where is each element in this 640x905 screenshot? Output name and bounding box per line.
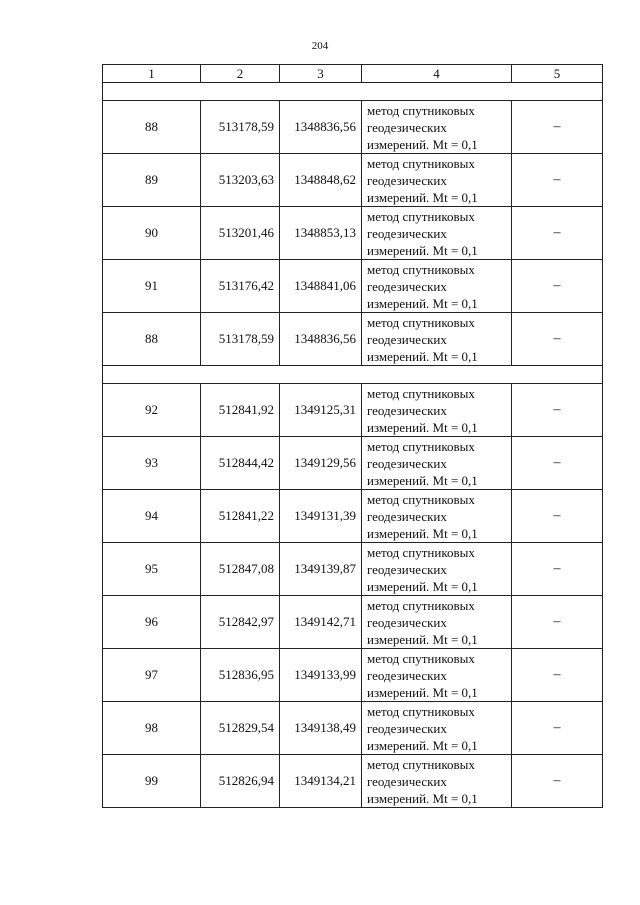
note-cell: – <box>512 543 603 596</box>
note-cell: – <box>512 702 603 755</box>
method-line: геодезических <box>367 614 447 630</box>
method-line: метод спутниковых <box>367 756 475 772</box>
method-cell <box>362 154 512 207</box>
table-body <box>103 83 603 808</box>
point-number-cell: 97 <box>103 649 201 702</box>
method-line: метод спутниковых <box>367 650 475 666</box>
note-cell: – <box>512 101 603 154</box>
group-separator-row <box>103 83 603 101</box>
method-line: метод спутниковых <box>367 314 475 330</box>
x-coordinate-cell: 512842,97 <box>201 596 280 649</box>
method-line: измерений. Mt = 0,1 <box>367 578 478 594</box>
group-separator-cell <box>103 83 603 101</box>
point-number-cell: 93 <box>103 437 201 490</box>
x-coordinate-cell: 513203,63 <box>201 154 280 207</box>
table-row <box>103 384 603 437</box>
group-separator-row <box>103 366 603 384</box>
method-line: измерений. Mt = 0,1 <box>367 242 478 258</box>
method-cell <box>362 490 512 543</box>
table-row <box>103 649 603 702</box>
method-cell <box>362 101 512 154</box>
note-cell: – <box>512 260 603 313</box>
method-cell <box>362 755 512 808</box>
note-cell: – <box>512 490 603 543</box>
column-header-4: 4 <box>362 65 512 83</box>
method-line: метод спутниковых <box>367 261 475 277</box>
method-line: метод спутниковых <box>367 544 475 560</box>
coordinates-table <box>102 64 603 808</box>
table-row <box>103 207 603 260</box>
table-row <box>103 101 603 154</box>
x-coordinate-cell: 513201,46 <box>201 207 280 260</box>
method-line: геодезических <box>367 278 447 294</box>
x-coordinate-cell: 512844,42 <box>201 437 280 490</box>
method-line: метод спутниковых <box>367 597 475 613</box>
method-line: геодезических <box>367 331 447 347</box>
x-coordinate-cell: 513178,59 <box>201 101 280 154</box>
y-coordinate-cell: 1349134,21 <box>280 755 362 808</box>
table-row <box>103 437 603 490</box>
point-number-cell: 95 <box>103 543 201 596</box>
point-number-cell: 88 <box>103 101 201 154</box>
header-row <box>103 65 603 83</box>
method-line: измерений. Mt = 0,1 <box>367 348 478 364</box>
x-coordinate-cell: 512826,94 <box>201 755 280 808</box>
method-line: метод спутниковых <box>367 102 475 118</box>
note-cell: – <box>512 437 603 490</box>
method-line: измерений. Mt = 0,1 <box>367 189 478 205</box>
point-number-cell: 91 <box>103 260 201 313</box>
method-line: геодезических <box>367 508 447 524</box>
method-line: измерений. Mt = 0,1 <box>367 631 478 647</box>
method-line: геодезических <box>367 402 447 418</box>
method-line: метод спутниковых <box>367 208 475 224</box>
method-line: геодезических <box>367 172 447 188</box>
method-cell <box>362 260 512 313</box>
page-number: 204 <box>311 40 329 52</box>
method-line: геодезических <box>367 773 447 789</box>
y-coordinate-cell: 1349142,71 <box>280 596 362 649</box>
method-line: измерений. Mt = 0,1 <box>367 136 478 152</box>
point-number-cell: 94 <box>103 490 201 543</box>
x-coordinate-cell: 512841,22 <box>201 490 280 543</box>
point-number-cell: 90 <box>103 207 201 260</box>
method-line: метод спутниковых <box>367 491 475 507</box>
y-coordinate-cell: 1349131,39 <box>280 490 362 543</box>
method-cell <box>362 207 512 260</box>
y-coordinate-cell: 1349129,56 <box>280 437 362 490</box>
y-coordinate-cell: 1348848,62 <box>280 154 362 207</box>
column-header-2: 2 <box>201 65 280 83</box>
y-coordinate-cell: 1349125,31 <box>280 384 362 437</box>
note-cell: – <box>512 207 603 260</box>
method-line: метод спутниковых <box>367 385 475 401</box>
column-header-3: 3 <box>280 65 362 83</box>
table-row <box>103 596 603 649</box>
method-cell <box>362 543 512 596</box>
point-number-cell: 89 <box>103 154 201 207</box>
method-cell <box>362 384 512 437</box>
y-coordinate-cell: 1349133,99 <box>280 649 362 702</box>
method-line: геодезических <box>367 225 447 241</box>
point-number-cell: 96 <box>103 596 201 649</box>
y-coordinate-cell: 1348836,56 <box>280 101 362 154</box>
column-header-5: 5 <box>512 65 603 83</box>
y-coordinate-cell: 1348853,13 <box>280 207 362 260</box>
note-cell: – <box>512 649 603 702</box>
table-row <box>103 490 603 543</box>
note-cell: – <box>512 384 603 437</box>
method-line: геодезических <box>367 455 447 471</box>
group-separator-cell <box>103 366 603 384</box>
table-row <box>103 755 603 808</box>
point-number-cell: 88 <box>103 313 201 366</box>
method-cell <box>362 437 512 490</box>
method-line: измерений. Mt = 0,1 <box>367 525 478 541</box>
method-line: геодезических <box>367 720 447 736</box>
x-coordinate-cell: 513176,42 <box>201 260 280 313</box>
method-cell <box>362 702 512 755</box>
method-line: метод спутниковых <box>367 438 475 454</box>
table-row <box>103 543 603 596</box>
y-coordinate-cell: 1348836,56 <box>280 313 362 366</box>
method-line: геодезических <box>367 561 447 577</box>
method-line: измерений. Mt = 0,1 <box>367 790 478 806</box>
method-line: измерений. Mt = 0,1 <box>367 295 478 311</box>
note-cell: – <box>512 313 603 366</box>
method-line: измерений. Mt = 0,1 <box>367 737 478 753</box>
note-cell: – <box>512 755 603 808</box>
point-number-cell: 92 <box>103 384 201 437</box>
table-row <box>103 313 603 366</box>
x-coordinate-cell: 513178,59 <box>201 313 280 366</box>
y-coordinate-cell: 1349138,49 <box>280 702 362 755</box>
x-coordinate-cell: 512841,92 <box>201 384 280 437</box>
method-line: геодезических <box>367 119 447 135</box>
method-line: геодезических <box>367 667 447 683</box>
point-number-cell: 99 <box>103 755 201 808</box>
point-number-cell: 98 <box>103 702 201 755</box>
table-row <box>103 260 603 313</box>
x-coordinate-cell: 512847,08 <box>201 543 280 596</box>
note-cell: – <box>512 154 603 207</box>
method-cell <box>362 596 512 649</box>
y-coordinate-cell: 1348841,06 <box>280 260 362 313</box>
x-coordinate-cell: 512836,95 <box>201 649 280 702</box>
method-cell <box>362 649 512 702</box>
x-coordinate-cell: 512829,54 <box>201 702 280 755</box>
note-cell: – <box>512 596 603 649</box>
table-row <box>103 702 603 755</box>
y-coordinate-cell: 1349139,87 <box>280 543 362 596</box>
method-line: измерений. Mt = 0,1 <box>367 419 478 435</box>
method-cell <box>362 313 512 366</box>
column-header-1: 1 <box>103 65 201 83</box>
method-line: метод спутниковых <box>367 155 475 171</box>
method-line: измерений. Mt = 0,1 <box>367 472 478 488</box>
method-line: измерений. Mt = 0,1 <box>367 684 478 700</box>
table-row <box>103 154 603 207</box>
method-line: метод спутниковых <box>367 703 475 719</box>
